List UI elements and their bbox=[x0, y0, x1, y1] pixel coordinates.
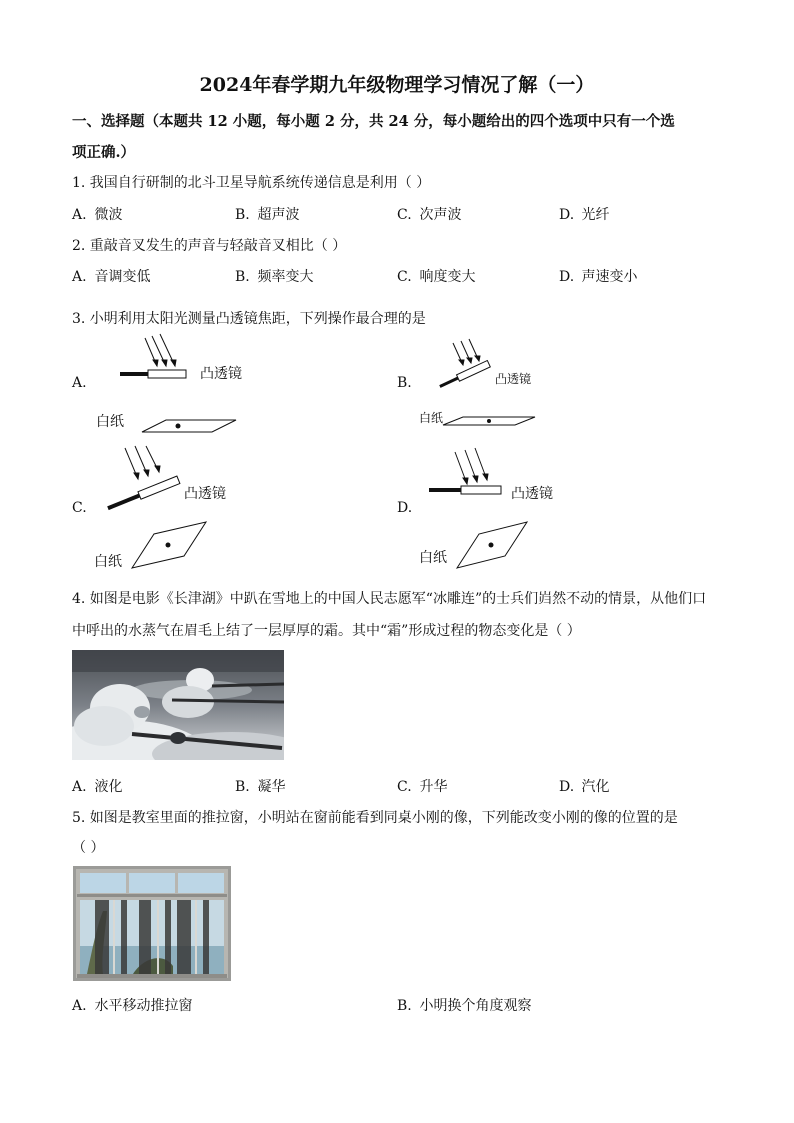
question-3-option-a-letter[interactable]: A. bbox=[72, 375, 87, 391]
page-title: 2024年春学期九年级物理学习情况了解（一） bbox=[199, 74, 595, 96]
question-4-option-c[interactable] bbox=[397, 776, 447, 796]
option-text: 光纤 bbox=[581, 207, 610, 223]
paper-label: 白纸 bbox=[419, 411, 444, 425]
question-3-option-b-diagram[interactable] bbox=[415, 335, 565, 435]
question-4-option-a[interactable] bbox=[72, 776, 122, 796]
option-text: 音调变低 bbox=[94, 269, 151, 285]
option-letter: D. bbox=[559, 269, 575, 285]
question-3-option-d-letter[interactable]: D. bbox=[397, 500, 413, 516]
option-text: 次声波 bbox=[419, 207, 462, 223]
option-text: 超声波 bbox=[257, 207, 300, 223]
option-text: 小明换个角度观察 bbox=[419, 998, 532, 1014]
option-text: 响度变大 bbox=[419, 269, 476, 285]
option-text: 升华 bbox=[419, 779, 448, 795]
option-letter: A. bbox=[72, 269, 87, 285]
paper-label: 白纸 bbox=[96, 414, 124, 430]
focal-spot bbox=[176, 424, 181, 429]
option-letter: B. bbox=[397, 998, 412, 1014]
sun-rays-icon bbox=[145, 334, 176, 366]
film-still-photo bbox=[72, 650, 284, 760]
lens-label: 凸透镜 bbox=[200, 366, 242, 382]
option-letter: B. bbox=[235, 779, 250, 795]
question-1-option-c[interactable] bbox=[397, 204, 461, 224]
paper-label: 白纸 bbox=[419, 550, 447, 566]
question-1-option-d[interactable] bbox=[559, 204, 609, 224]
lens-handle bbox=[429, 488, 461, 492]
question-1-option-b[interactable] bbox=[235, 204, 299, 224]
option-text: 微波 bbox=[94, 207, 123, 223]
sliding-window-photo bbox=[73, 866, 231, 981]
option-letter: A. bbox=[72, 998, 87, 1014]
lens-handle bbox=[120, 372, 148, 376]
section-heading-line1: 一、选择题（本题共 12 小题，每小题 2 分，共 24 分，每小题给出的四个选项中只有一个选 bbox=[72, 113, 675, 130]
convex-lens-icon bbox=[148, 370, 186, 378]
question-2-option-b[interactable] bbox=[235, 266, 313, 286]
option-letter: D. bbox=[559, 207, 575, 223]
paper-label: 白纸 bbox=[94, 554, 122, 570]
option-letter: A. bbox=[72, 779, 87, 795]
question-3-option-d-diagram[interactable] bbox=[415, 444, 595, 574]
option-letter: C. bbox=[397, 269, 412, 285]
question-3-option-a-diagram[interactable] bbox=[90, 330, 280, 440]
sun-rays-icon bbox=[125, 446, 160, 479]
option-text: 声速变小 bbox=[581, 269, 638, 285]
question-1-stem: 1. 我国自行研制的北斗卫星导航系统传递信息是利用（ ） bbox=[72, 175, 431, 191]
question-3-option-b-letter[interactable]: B. bbox=[397, 375, 412, 391]
focal-spot bbox=[166, 543, 171, 548]
option-text: 凝华 bbox=[257, 779, 286, 795]
question-5-stem-line1: 5. 如图是教室里面的推拉窗，小明站在窗前能看到同桌小刚的像，下列能改变小刚的像的位置的是 bbox=[72, 810, 678, 826]
question-2-option-d[interactable] bbox=[559, 266, 637, 286]
lens-label: 凸透镜 bbox=[184, 486, 226, 502]
question-3-option-c-letter[interactable]: C. bbox=[72, 500, 87, 516]
convex-lens-icon bbox=[461, 486, 501, 494]
option-letter: D. bbox=[559, 779, 575, 795]
question-2-option-c[interactable] bbox=[397, 266, 475, 286]
question-5-option-a[interactable] bbox=[72, 995, 192, 1015]
question-4-option-d[interactable] bbox=[559, 776, 609, 796]
lens-handle bbox=[107, 494, 140, 510]
option-text: 水平移动推拉窗 bbox=[94, 998, 193, 1014]
option-letter: C. bbox=[397, 207, 412, 223]
question-5-stem-line2: （ ） bbox=[72, 840, 105, 856]
focal-spot bbox=[487, 419, 491, 423]
section-heading-line2: 项正确.） bbox=[72, 144, 136, 161]
lens-handle bbox=[439, 377, 458, 388]
question-4-option-b[interactable] bbox=[235, 776, 285, 796]
convex-lens-icon bbox=[138, 476, 180, 499]
option-text: 频率变大 bbox=[257, 269, 314, 285]
option-letter: B. bbox=[235, 269, 250, 285]
option-text: 液化 bbox=[94, 779, 123, 795]
question-4-stem-line2: 中呼出的水蒸气在眉毛上结了一层厚厚的霜。其中“霜”形成过程的物态变化是（ ） bbox=[72, 623, 581, 639]
question-2-stem: 2. 重敲音叉发生的声音与轻敲音叉相比（ ） bbox=[72, 238, 347, 254]
option-letter: A. bbox=[72, 207, 87, 223]
question-1-option-a[interactable] bbox=[72, 204, 122, 224]
option-letter: B. bbox=[235, 207, 250, 223]
sun-rays-icon bbox=[455, 448, 488, 484]
focal-spot bbox=[489, 543, 494, 548]
lens-label: 凸透镜 bbox=[495, 372, 532, 386]
option-letter: C. bbox=[397, 779, 412, 795]
question-2-option-a[interactable] bbox=[72, 266, 150, 286]
lens-label: 凸透镜 bbox=[511, 486, 553, 502]
question-5-option-b[interactable] bbox=[397, 995, 531, 1015]
question-3-option-c-diagram[interactable] bbox=[90, 444, 280, 574]
question-3-stem: 3. 小明利用太阳光测量凸透镜焦距，下列操作最合理的是 bbox=[72, 311, 426, 327]
white-paper-icon bbox=[142, 420, 236, 432]
question-4-stem-line1: 4. 如图是电影《长津湖》中趴在雪地上的中国人民志愿军“冰雕连”的士兵们岿然不动的情景，从他们口 bbox=[72, 591, 707, 607]
sun-rays-icon bbox=[453, 339, 480, 365]
option-text: 汽化 bbox=[581, 779, 610, 795]
